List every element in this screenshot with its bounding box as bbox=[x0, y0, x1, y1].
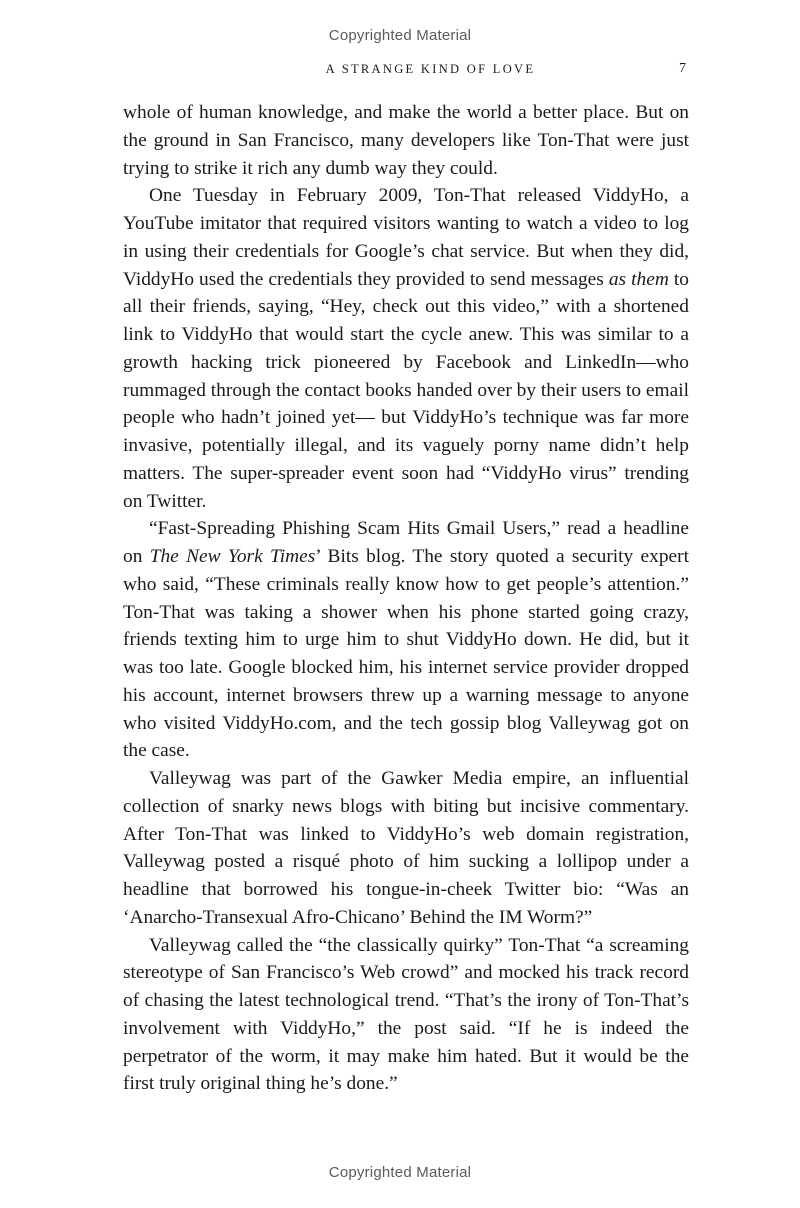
copyright-watermark-bottom: Copyrighted Material bbox=[328, 1164, 472, 1181]
body-text bbox=[123, 99, 689, 1098]
paragraph-3-text-a: “Fast-Spreading Phishing Scam Hits Gmail Users,” read a headline on bbox=[123, 518, 689, 567]
paragraph-1: whole of human knowledge, and make the world a better place. But on the ground in San Francisco, many developers like Ton-That were just trying to strike it rich any dumb way they could. bbox=[123, 102, 689, 179]
paragraph-3 bbox=[123, 515, 689, 765]
copyright-watermark-top: Copyrighted Material bbox=[328, 27, 472, 44]
page-number: 7 bbox=[679, 61, 686, 76]
paragraph-3-italic: The New York Times bbox=[149, 546, 316, 567]
paragraph-4: Valleywag was part of the Gawker Media empire, an influential collection of snarky news blogs with biting but incisive commentary. After Ton-That was linked to ViddyHo’s web domain registration, Valleywag posted a risqué photo of him sucking a lollipop under a headline that borrowed his tongue-in-cheek Twitter bio: “Was an ‘Anarcho-Transexual Afro-Chicano’ Behind the IM Worm?” bbox=[123, 768, 689, 928]
paragraph-5: Valleywag called the “the classically quirky” Ton-That “a screaming stereotype of San Francisco’s Web crowd” and mocked his track record of chasing the latest technological trend. “That’s the irony of Ton-That’s involvement with ViddyHo,” the post said. “If he is indeed the perpetrator of the worm, it may make him hated. But it would be the first truly original thing he’s done.” bbox=[123, 934, 689, 1095]
paragraph-2 bbox=[123, 182, 689, 515]
paragraph-2-text-b: to all their friends, saying, “Hey, check out this video,” with a shortened link to ViddyHo that would start the cycle anew. This was similar to a growth hacking trick pioneered by Facebook and LinkedIn—who rummaged through the contact books handed over by their users to email people who hadn’t joined yet— but ViddyHo’s technique was far more invasive, potentially illegal, and its vaguely porny name didn’t help matters. The super-spreader event soon had “ViddyHo virus” trending on Twitter. bbox=[123, 268, 689, 512]
paragraph-2-text-a: One Tuesday in February 2009, Ton-That released ViddyHo, a YouTube imitator that required visitors wanting to watch a video to log in using their credentials for Google’s chat service. But when they did, ViddyHo used the credentials they provided to send messages bbox=[123, 185, 689, 290]
running-title: A STRANGE KIND OF LOVE bbox=[325, 62, 536, 76]
running-header bbox=[123, 62, 688, 82]
paragraph-2-italic: as them bbox=[608, 268, 669, 290]
paragraph-3-text-b: ’ Bits blog. The story quoted a security expert who said, “These criminals really know how to get people’s attention.” Ton-That was taking a shower when his phone started going crazy, friends texting him to urge him to shut ViddyHo down. He did, but it was too late. Google blocked him, his internet service provider dropped his account, internet browsers threw up a warning message to anyone who visited ViddyHo.com, and the tech gossip blog Valleywag got on the case. bbox=[123, 546, 689, 762]
